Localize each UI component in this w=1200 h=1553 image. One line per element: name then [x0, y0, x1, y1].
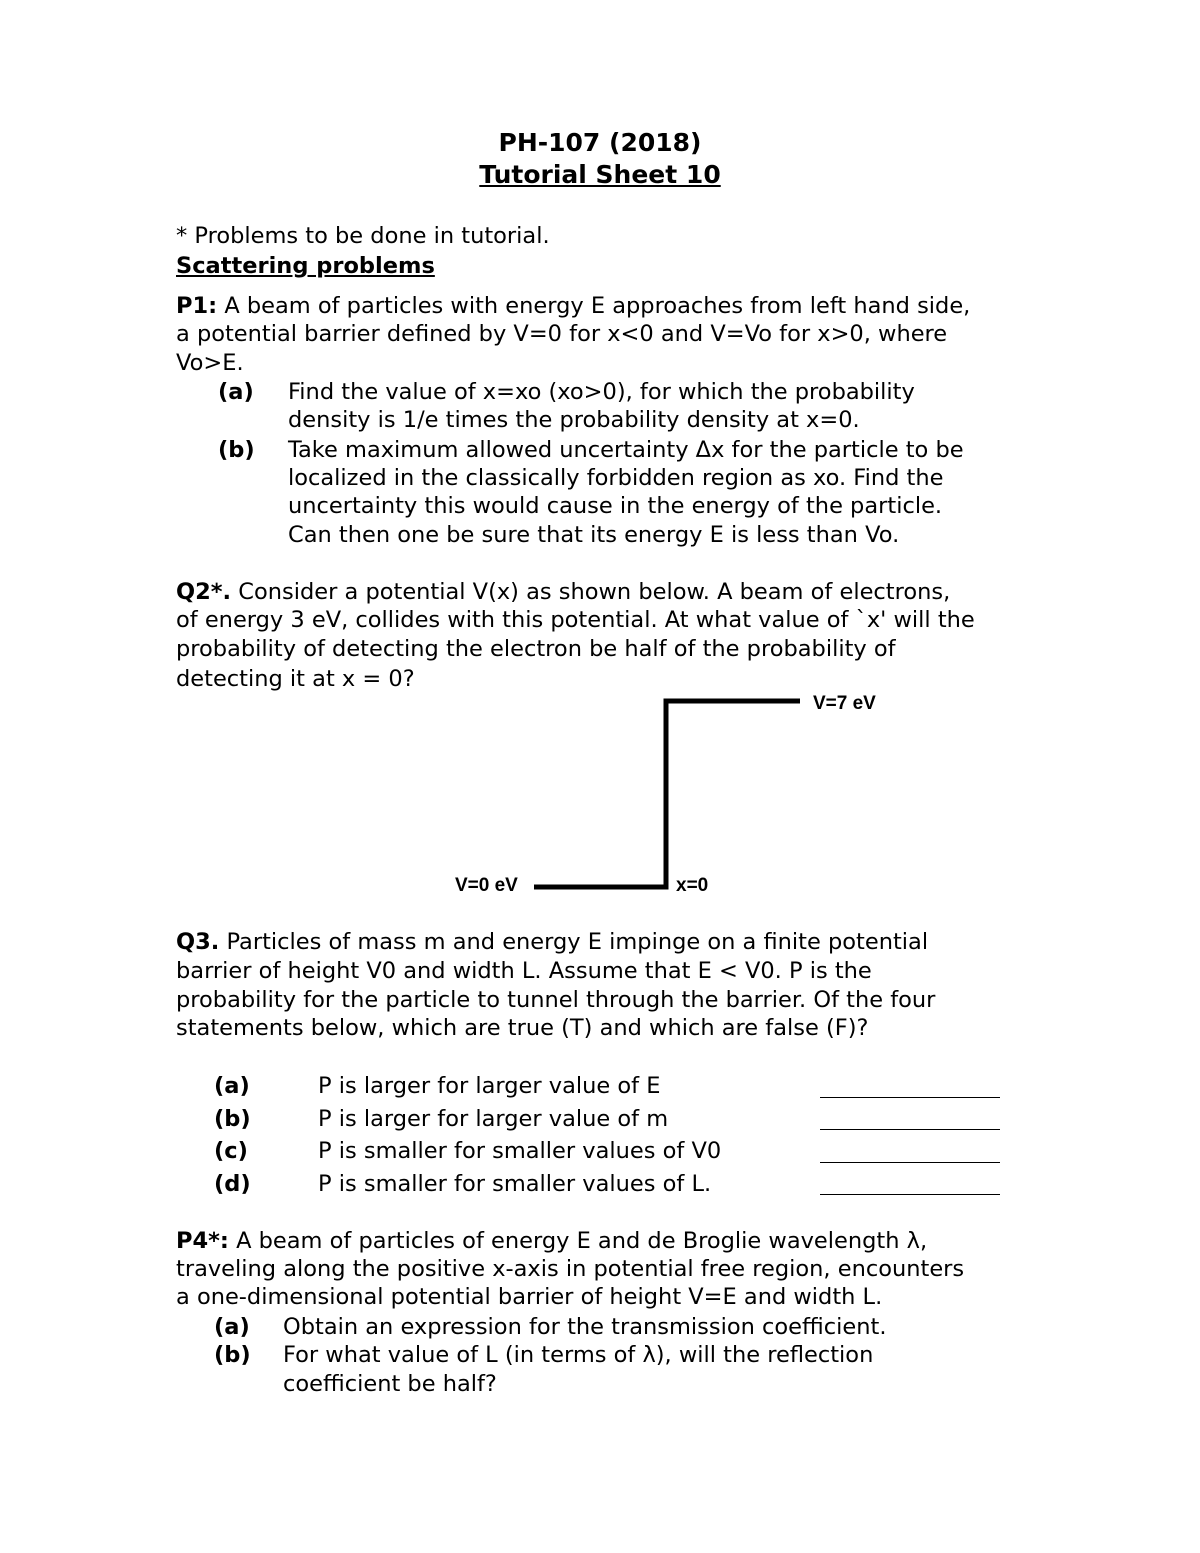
p1-line2: a potential barrier defined by V=0 for x<0 and V=Vo for x>0, where [176, 321, 948, 347]
p1-b-line1: Take maximum allowed uncertainty Δx for the particle to be [288, 437, 964, 463]
q3-line2: barrier of height V0 and width L. Assume that E < V0. P is the [176, 958, 872, 984]
label-v0: V=0 eV [455, 875, 518, 896]
sheet-title: Tutorial Sheet 10 [479, 160, 721, 189]
q3-text-1: Particles of mass m and energy E impinge on a finite potential [226, 929, 929, 955]
q3-b-label: (b) [214, 1106, 251, 1132]
p4-b-label: (b) [214, 1342, 251, 1368]
label-x0: x=0 [676, 875, 709, 896]
q3-a-text: P is larger for larger value of E [318, 1073, 661, 1099]
p1-b-label: (b) [218, 437, 255, 463]
p1-a-line1: Find the value of x=xo (xo>0), for which the probability [288, 379, 915, 405]
p4-label: P4*: [176, 1228, 229, 1254]
q3-d-label: (d) [214, 1171, 251, 1197]
p4-a-text: Obtain an expression for the transmission coefficient. [283, 1314, 887, 1340]
p1-line3: Vo>E. [176, 350, 244, 376]
p4-a-label: (a) [214, 1314, 250, 1340]
p4-b-line2: coefficient be half? [283, 1371, 497, 1397]
q3-label: Q3. [176, 929, 220, 955]
q3-line1 [176, 929, 928, 955]
q2-label: Q2*. [176, 579, 232, 605]
q3-c-text: P is smaller for smaller values of V0 [318, 1138, 722, 1164]
q3-c-answer-blank[interactable] [820, 1162, 1000, 1163]
q3-b-text: P is larger for larger value of m [318, 1106, 669, 1132]
q3-line3: probability for the particle to tunnel through the barrier. Of the four [176, 987, 936, 1013]
q3-a-answer-blank[interactable] [820, 1097, 1000, 1098]
q2-line4: detecting it at x = 0? [176, 666, 415, 692]
course-title: PH-107 (2018) [498, 128, 702, 157]
p4-line1 [176, 1228, 927, 1254]
p4-line3: a one-dimensional potential barrier of height V=E and width L. [176, 1284, 883, 1310]
p1-b-line4: Can then one be sure that its energy E is less than Vo. [288, 522, 900, 548]
p1-label: P1: [176, 293, 218, 319]
p1-b-line2: localized in the classically forbidden region as xo. Find the [288, 465, 944, 491]
star-note: * Problems to be done in tutorial. [176, 223, 550, 249]
p1-a-label: (a) [218, 379, 254, 405]
q3-line4: statements below, which are true (T) and which are false (F)? [176, 1015, 869, 1041]
q3-a-label: (a) [214, 1073, 250, 1099]
q2-text-1: Consider a potential V(x) as shown below. A beam of electrons, [238, 579, 951, 605]
p1-text-1: A beam of particles with energy E approaches from left hand side, [224, 293, 971, 319]
p4-b-line1: For what value of L (in terms of λ), will the reflection [283, 1342, 874, 1368]
q3-d-text: P is smaller for smaller values of L. [318, 1171, 712, 1197]
q3-b-answer-blank[interactable] [820, 1129, 1000, 1130]
q2-line2: of energy 3 eV, collides with this potential. At what value of `x' will the [176, 607, 975, 633]
potential-step-line [534, 701, 800, 887]
q3-d-answer-blank[interactable] [820, 1194, 1000, 1195]
p4-text-1: A beam of particles of energy E and de Broglie wavelength λ, [236, 1228, 928, 1254]
q2-line3: probability of detecting the electron be half of the probability of [176, 636, 896, 662]
q3-c-label: (c) [214, 1138, 248, 1164]
section-title: Scattering problems [176, 253, 435, 279]
p1-a-line2: density is 1/e times the probability density at x=0. [288, 407, 860, 433]
label-v7: V=7 eV [813, 693, 876, 714]
p4-line2: traveling along the positive x-axis in potential free region, encounters [176, 1256, 965, 1282]
p1-b-line3: uncertainty this would cause in the energy of the particle. [288, 493, 943, 519]
